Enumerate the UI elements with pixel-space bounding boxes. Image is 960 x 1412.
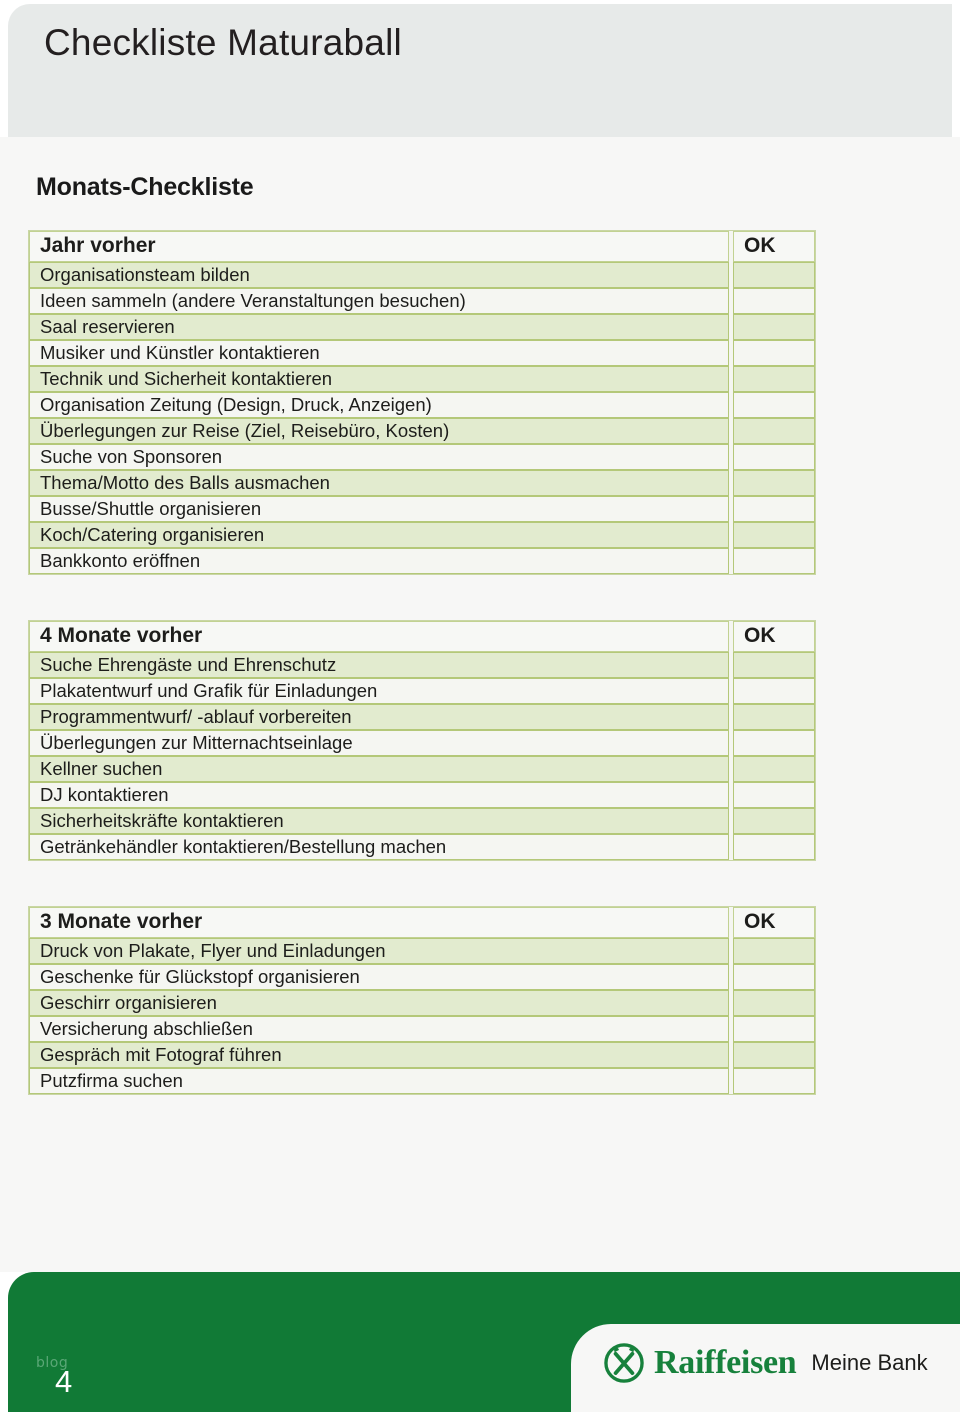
checklist-item-label: Organisationsteam bilden (29, 262, 729, 288)
checklist-item-label: Getränkehändler kontaktieren/Bestellung machen (29, 834, 729, 860)
checklist-item-ok-cell[interactable] (733, 964, 815, 990)
checklist-item-label: Geschenke für Glückstopf organisieren (29, 964, 729, 990)
checklist-item-ok-cell[interactable] (733, 522, 815, 548)
checklist-item-row (29, 340, 815, 366)
checklist-item-label: Organisation Zeitung (Design, Druck, Anzeigen) (29, 392, 729, 418)
checklist-item-label: Saal reservieren (29, 314, 729, 340)
checklist-item-ok-cell[interactable] (733, 496, 815, 522)
checklist-item-ok-cell[interactable] (733, 652, 815, 678)
checklist-ok-header: OK (733, 231, 815, 262)
checklist-ok-header: OK (733, 907, 815, 938)
checklist-item-ok-cell[interactable] (733, 1042, 815, 1068)
checklist-item-row (29, 366, 815, 392)
checklist-item-row (29, 1068, 815, 1094)
checklist-item-ok-cell[interactable] (733, 366, 815, 392)
checklist-item-ok-cell[interactable] (733, 730, 815, 756)
checklist-item-label: Koch/Catering organisieren (29, 522, 729, 548)
checklist-item-row (29, 964, 815, 990)
checklist-item-ok-cell[interactable] (733, 782, 815, 808)
checklist-table-3-monate-vorher (28, 906, 816, 1095)
checklist-header-row (29, 621, 815, 652)
section-title: Monats-Checkliste (36, 173, 254, 201)
brand-name: Raiffeisen (654, 1344, 797, 1381)
checklist-item-label: Überlegungen zur Reise (Ziel, Reisebüro, Kosten) (29, 418, 729, 444)
page-number: 4 (55, 1364, 73, 1399)
checklist-item-label: Plakatentwurf und Grafik für Einladungen (29, 678, 729, 704)
checklist-item-row (29, 756, 815, 782)
checklist-item-row (29, 808, 815, 834)
checklist-item-row (29, 496, 815, 522)
checklist-table-4-monate-vorher (28, 620, 816, 861)
checklist-item-row (29, 938, 815, 964)
checklist-item-ok-cell[interactable] (733, 444, 815, 470)
checklist-item-label: Programmentwurf/ -ablauf vorbereiten (29, 704, 729, 730)
checklist-header-row (29, 907, 815, 938)
checklist-item-row (29, 262, 815, 288)
checklist-item-row (29, 444, 815, 470)
checklist-item-ok-cell[interactable] (733, 678, 815, 704)
checklist-item-row (29, 288, 815, 314)
checklist-item-label: Sicherheitskräfte kontaktieren (29, 808, 729, 834)
checklist-item-ok-cell[interactable] (733, 288, 815, 314)
checklist-item-ok-cell[interactable] (733, 834, 815, 860)
checklist-item-label: Versicherung abschließen (29, 1016, 729, 1042)
checklist-item-ok-cell[interactable] (733, 418, 815, 444)
checklist-item-label: Gespräch mit Fotograf führen (29, 1042, 729, 1068)
checklist-item-row (29, 522, 815, 548)
checklist-item-label: Bankkonto eröffnen (29, 548, 729, 574)
checklist-item-label: Überlegungen zur Mitternachtseinlage (29, 730, 729, 756)
checklist-item-ok-cell[interactable] (733, 340, 815, 366)
page-header-band (8, 4, 952, 137)
checklist-item-ok-cell[interactable] (733, 756, 815, 782)
checklist-item-row (29, 1016, 815, 1042)
checklist-item-ok-cell[interactable] (733, 1068, 815, 1094)
checklist-item-label: Geschirr organisieren (29, 990, 729, 1016)
brand-logo (603, 1342, 928, 1384)
checklist-item-label: Technik und Sicherheit kontaktieren (29, 366, 729, 392)
checklist-item-ok-cell[interactable] (733, 314, 815, 340)
checklist-item-row (29, 704, 815, 730)
checklist-item-ok-cell[interactable] (733, 548, 815, 574)
checklist-item-label: Suche Ehrengäste und Ehrenschutz (29, 652, 729, 678)
checklist-item-label: Ideen sammeln (andere Veranstaltungen besuchen) (29, 288, 729, 314)
brand-logo-box (571, 1324, 960, 1412)
checklist-item-label: DJ kontaktieren (29, 782, 729, 808)
checklist-header-row (29, 231, 815, 262)
checklist-item-label: Suche von Sponsoren (29, 444, 729, 470)
checklist-item-row (29, 990, 815, 1016)
checklist-item-row (29, 782, 815, 808)
page-title: Checkliste Maturaball (44, 22, 402, 63)
checklist-item-ok-cell[interactable] (733, 990, 815, 1016)
checklist-item-row (29, 1042, 815, 1068)
checklist-table-jahr-vorher (28, 230, 816, 575)
checklist-item-ok-cell[interactable] (733, 704, 815, 730)
raiffeisen-gable-cross-icon (603, 1342, 645, 1384)
checklist-item-label: Busse/Shuttle organisieren (29, 496, 729, 522)
checklist-item-ok-cell[interactable] (733, 1016, 815, 1042)
blog-watermark: blog (36, 1355, 69, 1371)
checklist-item-row (29, 314, 815, 340)
checklist-item-row (29, 730, 815, 756)
checklist-item-label: Thema/Motto des Balls ausmachen (29, 470, 729, 496)
checklist-item-label: Kellner suchen (29, 756, 729, 782)
checklist-item-label: Musiker und Künstler kontaktieren (29, 340, 729, 366)
checklist-item-row (29, 678, 815, 704)
checklist-heading: Jahr vorher (29, 231, 729, 262)
checklist-item-ok-cell[interactable] (733, 470, 815, 496)
checklist-heading: 4 Monate vorher (29, 621, 729, 652)
checklist-item-row (29, 548, 815, 574)
checklist-item-ok-cell[interactable] (733, 938, 815, 964)
checklist-item-row (29, 834, 815, 860)
checklist-item-ok-cell[interactable] (733, 392, 815, 418)
checklist-item-row (29, 652, 815, 678)
checklist-item-label: Druck von Plakate, Flyer und Einladungen (29, 938, 729, 964)
brand-claim: Meine Bank (811, 1350, 928, 1375)
checklist-heading: 3 Monate vorher (29, 907, 729, 938)
checklist-item-ok-cell[interactable] (733, 808, 815, 834)
checklist-item-row (29, 470, 815, 496)
checklist-item-ok-cell[interactable] (733, 262, 815, 288)
checklist-item-label: Putzfirma suchen (29, 1068, 729, 1094)
checklist-item-row (29, 418, 815, 444)
checklist-ok-header: OK (733, 621, 815, 652)
checklist-item-row (29, 392, 815, 418)
